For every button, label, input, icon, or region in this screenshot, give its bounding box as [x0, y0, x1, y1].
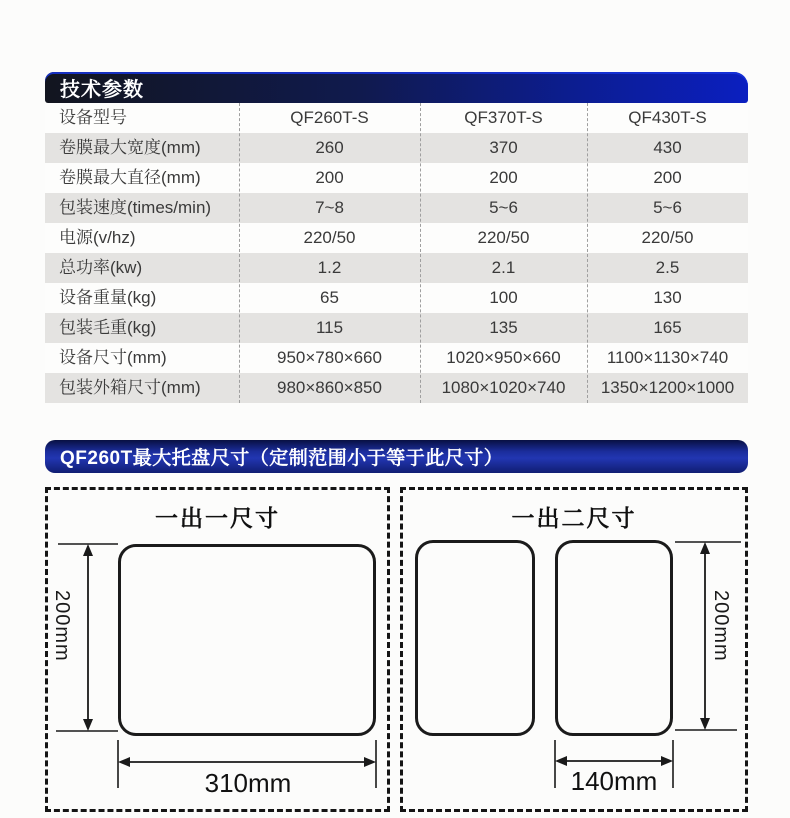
cell-value: 980×860×850	[277, 378, 382, 397]
panel-one-out-two	[400, 487, 748, 812]
spec-table	[45, 103, 748, 403]
row-label: 电源(v/hz)	[59, 228, 136, 247]
arrowhead-left	[555, 756, 567, 766]
cell-value: 115	[315, 318, 344, 337]
table-row	[45, 193, 748, 223]
panel-title: 一出二尺寸	[511, 505, 637, 531]
arrowhead-left	[118, 757, 130, 767]
arrowhead-right	[661, 756, 673, 766]
tray-outline	[415, 540, 535, 736]
cell-value: 1100×1130×740	[606, 348, 729, 367]
table-row	[45, 373, 748, 403]
cell-value: 130	[653, 288, 682, 307]
row-label: 卷膜最大直径(mm)	[59, 168, 201, 187]
table-row	[45, 313, 748, 343]
row-label: 包装外箱尺寸(mm)	[59, 378, 201, 397]
cell-value: 7~8	[315, 198, 344, 217]
width-dimension-label: 310mm	[204, 768, 292, 798]
cell-value: 2.1	[491, 258, 516, 277]
arrowhead-right	[364, 757, 376, 767]
cell-value: 200	[315, 168, 344, 187]
cell-value: 165	[653, 318, 682, 337]
row-label: 总功率(kw)	[59, 258, 143, 277]
cell-value: 220/50	[477, 228, 530, 247]
cell-value: 1080×1020×740	[441, 378, 566, 397]
cell-value: 100	[489, 288, 518, 307]
cell-value: 200	[653, 168, 682, 187]
tray-size-header-bar	[45, 440, 748, 473]
table-row	[45, 283, 748, 313]
tray-size-title: QF260T最大托盘尺寸（定制范围小于等于此尺寸）	[60, 448, 504, 469]
column-divider	[420, 103, 421, 403]
arrowhead-up	[700, 542, 710, 554]
height-dimension-label: 200mm	[710, 590, 732, 662]
cell-value: 135	[489, 318, 518, 337]
cell-value: 5~6	[489, 198, 518, 217]
cell-value: 2.5	[655, 258, 680, 277]
table-row	[45, 343, 748, 373]
panel-title: 一出一尺寸	[155, 505, 280, 531]
tech-params-header-bar	[45, 72, 748, 103]
panel-one-out-one	[45, 487, 390, 812]
table-row	[45, 133, 748, 163]
cell-value: 5~6	[653, 198, 682, 217]
arrowhead-down	[83, 719, 93, 731]
tech-params-title: 技术参数	[60, 79, 144, 101]
cell-model-2: QF370T-S	[464, 108, 543, 127]
cell-model-3: QF430T-S	[628, 108, 707, 127]
cell-value: 260	[315, 138, 344, 157]
cell-value: 1.2	[317, 258, 342, 277]
column-divider	[587, 103, 588, 403]
tray-outline	[118, 544, 376, 736]
cell-value: 950×780×660	[277, 348, 382, 367]
cell-model-1: QF260T-S	[290, 108, 369, 127]
width-dimension-label: 140mm	[570, 766, 658, 796]
cell-value: 1020×950×660	[446, 348, 561, 367]
arrowhead-up	[83, 544, 93, 556]
row-label: 卷膜最大宽度(mm)	[59, 138, 201, 157]
cell-value: 430	[653, 138, 682, 157]
column-divider	[239, 103, 240, 403]
cell-value: 220/50	[641, 228, 694, 247]
cell-value: 220/50	[303, 228, 356, 247]
cell-value: 1350×1200×1000	[600, 378, 735, 397]
table-row	[45, 103, 748, 133]
cell-value: 65	[320, 288, 339, 307]
height-dimension-label: 200mm	[51, 590, 73, 662]
row-label: 包装毛重(kg)	[59, 318, 157, 337]
cell-value: 200	[489, 168, 518, 187]
row-label: 设备型号	[59, 108, 127, 127]
cell-value: 370	[489, 138, 518, 157]
table-row	[45, 253, 748, 283]
arrowhead-down	[700, 718, 710, 730]
table-row	[45, 223, 748, 253]
row-label: 包装速度(times/min)	[59, 198, 212, 217]
tray-outline	[555, 540, 673, 736]
row-label: 设备重量(kg)	[59, 288, 157, 307]
table-row	[45, 163, 748, 193]
row-label: 设备尺寸(mm)	[59, 348, 167, 367]
